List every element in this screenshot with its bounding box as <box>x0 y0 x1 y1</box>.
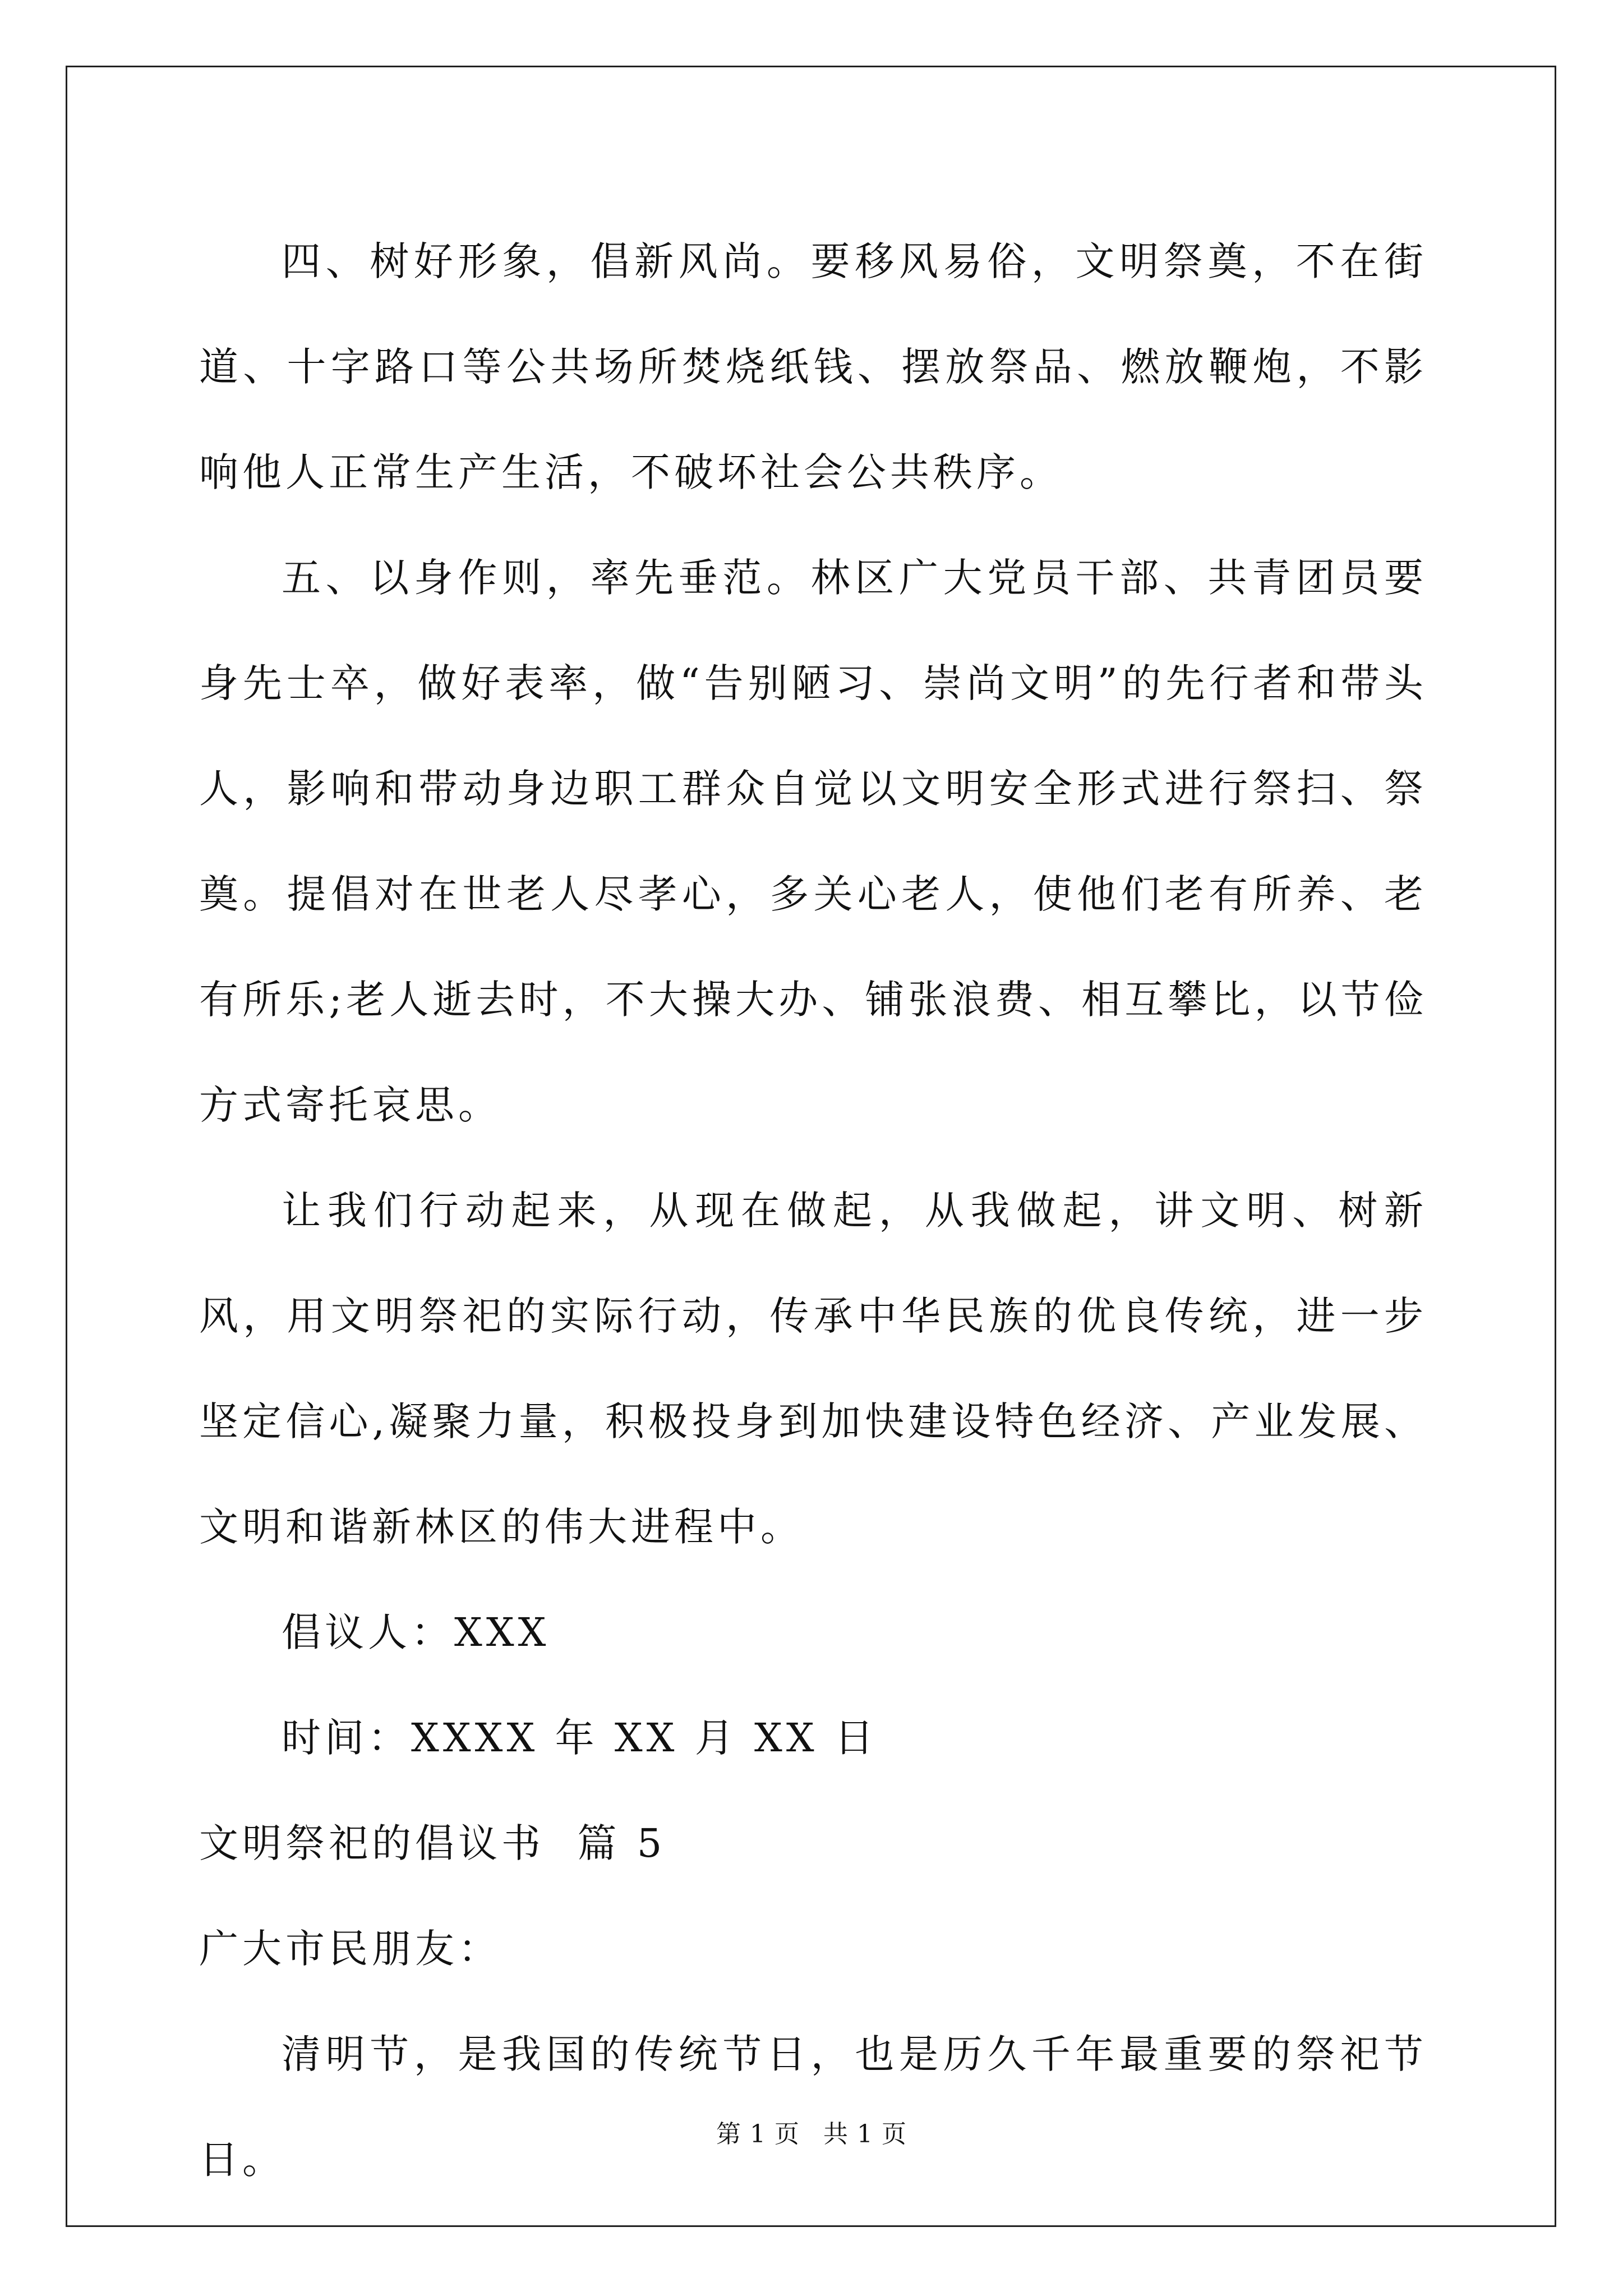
initiator-line: 倡议人：XXX <box>282 1609 550 1655</box>
page-total: 共 1 页 <box>823 2120 907 2148</box>
paragraph-call-to-action: 让我们行动起来，从现在做起，从我做起，讲文明、树新风，用文明祭祀的实际行动，传承中华民族的优良传统，进一步坚定信心,凝聚力量，积极投身到加快建设特色经济、产业发展、文明和谐新林区的伟大进程中。 <box>199 1188 1427 1550</box>
section-heading: 文明祭祀的倡议书 篇 5 <box>199 1820 666 1866</box>
date-line: 时间：XXXX 年 XX 月 XX 日 <box>282 1715 878 1761</box>
salutation: 广大市民朋友： <box>199 1926 501 1972</box>
paragraph-item-5: 五、以身作则，率先垂范。林区广大党员干部、共青团员要身先士卒，做好表率，做“告别陋习、崇尚文明”的先行者和带头人，影响和带动身边职工群众自觉以文明安全形式进行祭扫、祭奠。提倡对在世老人尽孝心，多关心老人，使他们老有所养、老有所乐;老人逝去时，不大操大办、铺张浪费、相互攀比，以节俭方式寄托哀思。 <box>199 555 1427 1128</box>
page-number: 第 1 页 <box>716 2120 800 2148</box>
paragraph-item-4: 四、树好形象，倡新风尚。要移风易俗，文明祭奠，不在街道、十字路口等公共场所焚烧纸钱、摆放祭品、燃放鞭炮，不影响他人正常生产生活，不破坏社会公共秩序。 <box>199 238 1427 495</box>
page-footer <box>0 2118 1623 2151</box>
paragraph-qingming-intro: 清明节，是我国的传统节日，也是历久千年最重要的祭祀节日。 <box>199 2031 1427 2183</box>
document-body <box>199 209 1427 2212</box>
